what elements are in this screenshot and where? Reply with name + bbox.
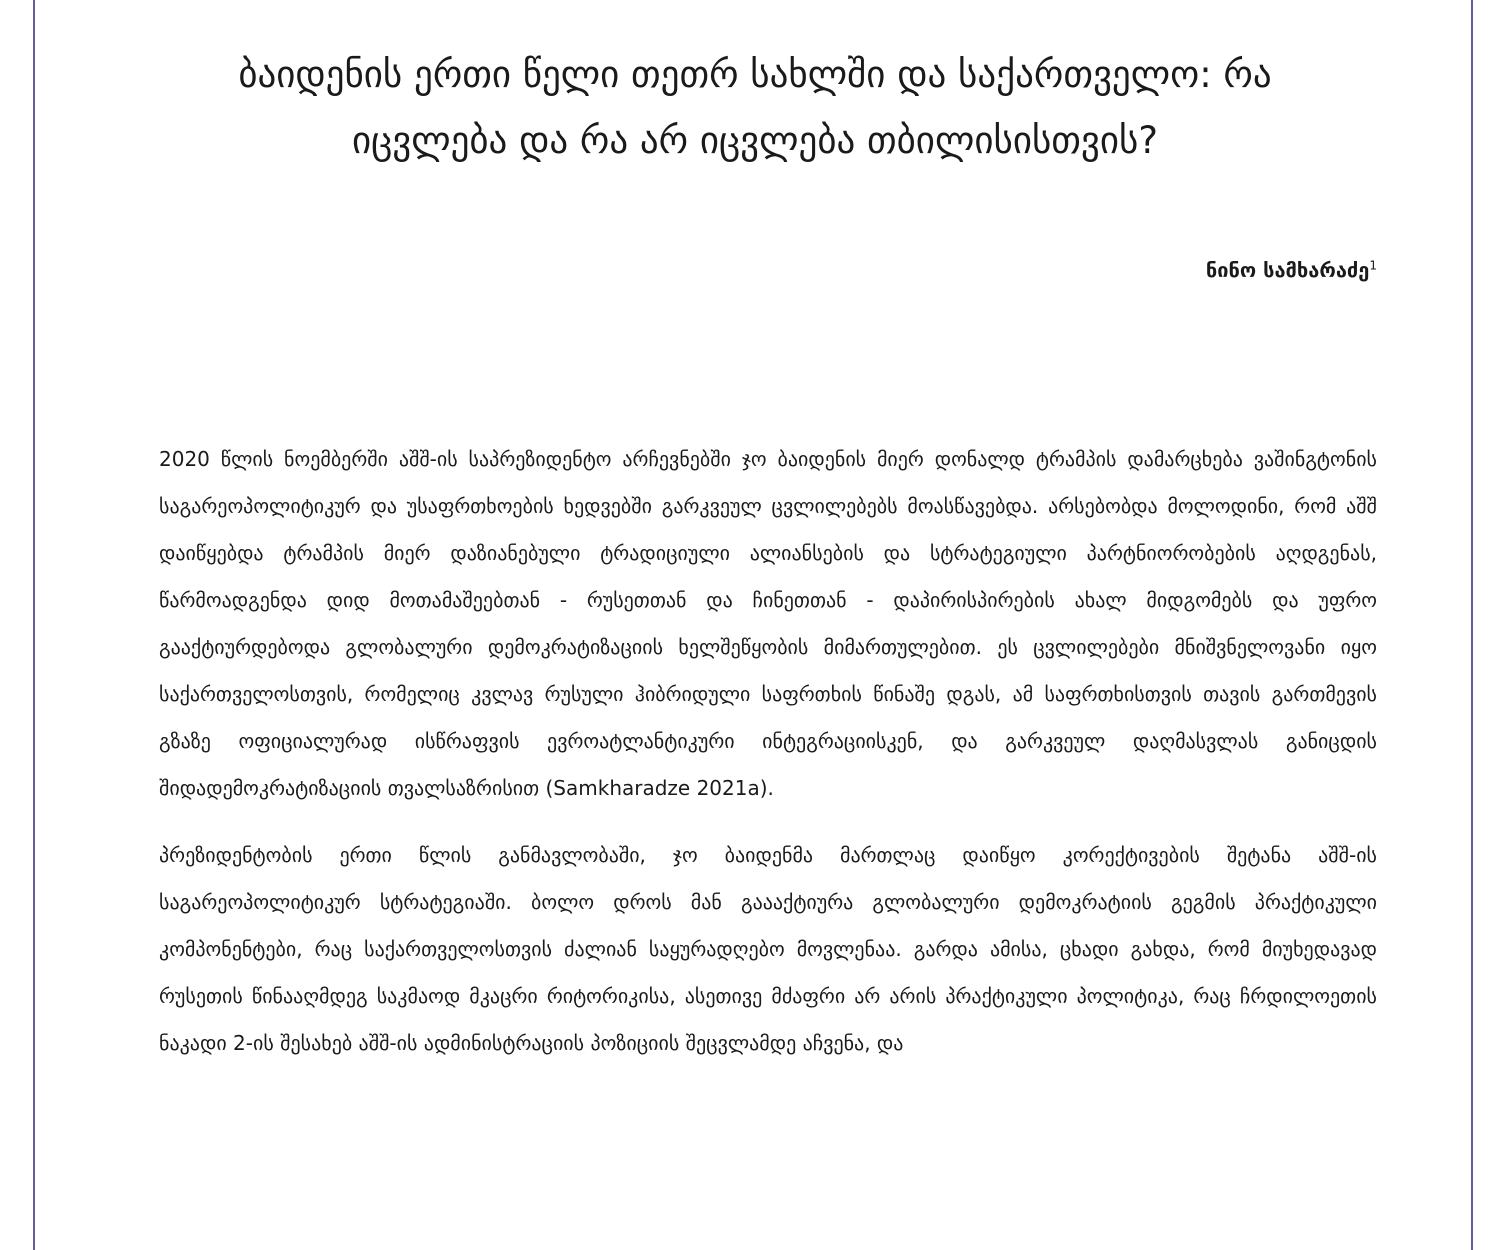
footnote-marker[interactable]: 1 [1369, 258, 1377, 273]
document-title: ბაიდენის ერთი წელი თეთრ სახლში და საქართველო: რა იცვლება და რა არ იცვლება თბილისისთვის? [238, 53, 1272, 162]
paragraph-1: 2020 წლის ნოემბერში აშშ-ის საპრეზიდენტო არჩევნებში ჯო ბაიდენის მიერ დონალდ ტრამპის დამარცხება ვაშინგტონის საგარეოპოლიტიკურ და უსაფრთხოების ხედვებში გარკვეულ ცვლილებებს მოასწავებდა. არსებობდა მოლოდინი, რომ აშშ დაიწყებდა ტრამპის მიერ დაზიანებული ტრადიციული ალიანსების და სტრატეგიული პარტნიორობების აღდგენას, წარმოადგენდა დიდ მოთამაშეებთან - რუსეთთან და ჩინეთთან - დაპირისპირების ახალ მიდგომებს და უფრო გააქტიურდებოდა გლობალური დემოკრატიზაციის ხელშეწყობის მიმართულებით. ეს ცვლილებები მნიშვნელოვანი იყო საქართველოსთვის, რომელიც კვლავ რუსული ჰიბრიდული საფრთხის წინაშე დგას, ამ საფრთხისთვის თავის გართმევის გზაზე ოფიციალურად ისწრაფვის ევროატლანტიკური ინტეგრაციისკენ, და გარკვეულ დაღმასვლას განიცდის შიდადემოკრატიზაციის თვალსაზრისით (Samkharadze 2021a). [159, 447, 1377, 800]
paragraph-2: პრეზიდენტობის ერთი წლის განმავლობაში, ჯო ბაიდენმა მართლაც დაიწყო კორექტივების შეტანა აშშ-ის საგარეოპოლიტიკურ სტრატეგიაში. ბოლო დროს მან გაააქტიურა გლობალური დემოკრატიის გეგმის პრაქტიკული კომპონენტები, რაც საქართველოსთვის ძალიან საყურადღებო მოვლენაა. გარდა ამისა, ცხადი გახდა, რომ მიუხედავად რუსეთის წინააღმდეგ საკმაოდ მკაცრი რიტორიკისა, ასეთივე მძაფრი არ არის პრაქტიკული პოლიტიკა, რაც ჩრდილოეთის ნაკადი 2-ის შესახებ აშშ-ის ადმინისტრაციის პოზიციის შეცვლამდე აჩვენა, და [159, 843, 1377, 1055]
author-line [1206, 258, 1377, 282]
document-body [159, 436, 1377, 1087]
author-name: ნინო სამხარაძე [1205, 258, 1370, 282]
document-page [33, 0, 1473, 1250]
